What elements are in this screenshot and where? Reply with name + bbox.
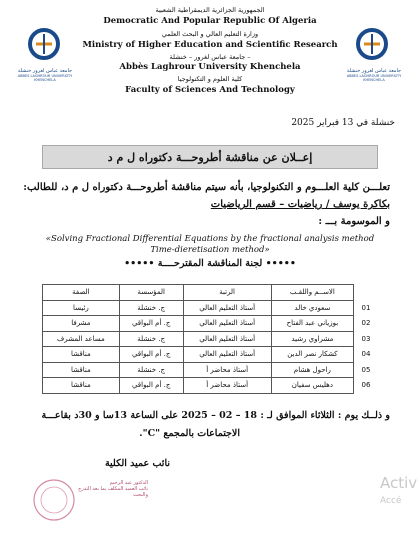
row-rank: أستاذ محاضر أ	[183, 362, 271, 378]
university-logo-right	[350, 26, 398, 74]
vice-dean-label: نائب عميد الكلية	[104, 458, 170, 469]
header-university-en: Abbès Laghrour University Khenchela	[119, 62, 301, 72]
header-republic-en: Democratic And Popular Republic Of Algeria	[103, 16, 317, 26]
row-name: مشراوي رشيد	[271, 331, 353, 347]
row-rank: أستاذ التعليم العالي	[183, 347, 271, 363]
row-rank: أستاذ التعليم العالي	[183, 331, 271, 347]
thesis-title-line-2: Time-dieretisation method»	[150, 245, 270, 255]
header-ministry-ar: وزارة التعليم العالي و البحث العلمي	[161, 30, 259, 38]
document-date: خنشلة في 13 فبراير 2025	[291, 118, 395, 128]
row-num: 05	[361, 365, 371, 374]
row-num: 03	[361, 334, 371, 343]
table-row	[43, 362, 379, 378]
row-role: مساعد المشرف	[43, 331, 120, 347]
university-logo-left	[22, 26, 70, 74]
row-institution: ج. خنشلة	[119, 362, 183, 378]
row-num: 01	[361, 303, 371, 312]
row-num: 06	[361, 381, 371, 390]
header-num	[354, 285, 379, 301]
table-row	[43, 300, 379, 316]
body-line-1: تعلـــن كلية العلـــوم و التكنولوجيا، بأنه سيتم مناقشة أطروحـــة دكتوراه ل م د، للطالب:	[23, 182, 390, 193]
row-name: بوزياني عبد الفتاح	[271, 316, 353, 332]
announcement-title-box	[42, 145, 378, 169]
stamp-line-1: الدكتور عبد الرحيم	[109, 480, 148, 486]
announcement-title: إعــلان عن مناقشة أطروحـــة دكتوراه ل م د	[107, 150, 313, 164]
row-role: رئيسا	[43, 300, 120, 316]
activation-watermark-sub: Accé	[380, 496, 402, 506]
table-header-row	[43, 285, 379, 301]
header-republic-ar: الجمهورية الجزائرية الديمقراطية الشعبية	[155, 6, 265, 14]
row-institution: ج. أم البواقي	[119, 347, 183, 363]
table-row	[43, 316, 379, 332]
official-stamp	[28, 474, 148, 524]
table-row	[43, 378, 379, 394]
table-row	[43, 331, 379, 347]
row-institution: ج. أم البواقي	[119, 316, 183, 332]
student-name: بكاكرة يوسف / رياضيات – قسم الرياضيات	[210, 199, 390, 210]
header-name: الاســم واللقـب	[271, 285, 353, 301]
row-role: مناقشا	[43, 347, 120, 363]
stamp-line-2: نائب العميد المكلف بما بعد التدرج والبحث	[78, 486, 148, 498]
row-rank: أستاذ التعليم العالي	[183, 300, 271, 316]
header-faculty-ar: كلية العلوم و التكنولوجيا	[177, 75, 243, 83]
committee-title: ••••• لجنة المناقشة المقترحــــة •••••	[124, 258, 296, 269]
row-name: كشكار نصر الدين	[271, 347, 353, 363]
header-university-ar: جامعة عباس لغرور – خنشلة –	[169, 53, 251, 61]
row-institution: ج. خنشلة	[119, 331, 183, 347]
logo-left-text: جامعة عباس لغرور خنشلة ABBES LAGHROUR UNIVERSITY KHENCHELA	[17, 68, 73, 82]
row-num: 04	[361, 350, 371, 359]
committee-table	[42, 284, 378, 394]
table-row	[43, 347, 379, 363]
row-role: مناقشا	[43, 362, 120, 378]
row-institution: ج. أم البواقي	[119, 378, 183, 394]
defense-date-line: و ذلــك يوم : الثلاثاء الموافق لـ : 18 – 02 – 2025 على الساعة 13سا و 30د بقاعـــة	[41, 410, 390, 421]
row-name: سعودي خالد	[271, 300, 353, 316]
header-faculty-en: Faculty of Sciences And Technology	[125, 85, 295, 95]
row-name: دهليس سفيان	[271, 378, 353, 394]
row-rank: أستاذ محاضر أ	[183, 378, 271, 394]
defense-location-line: الاجتماعات بالمجمع "C".	[139, 428, 240, 439]
row-institution: ج. خنشلة	[119, 300, 183, 316]
logo-right-text: جامعة عباس لغرور خنشلة ABBES LAGHROUR UNIVERSITY KHENCHELA	[346, 68, 402, 82]
row-num: 02	[361, 319, 371, 328]
header-rank: الرتبة	[183, 285, 271, 301]
header-role: الصفة	[43, 285, 120, 301]
header-ministry-en: Ministry of Higher Education and Scientific Research	[82, 40, 338, 50]
row-role: مناقشا	[43, 378, 120, 394]
row-name: راحول هشام	[271, 362, 353, 378]
row-rank: أستاذ التعليم العالي	[183, 316, 271, 332]
activation-watermark: Activ	[380, 474, 418, 492]
thesis-title-line-1: «Solving Fractional Differential Equations by the fractional analysis method	[45, 234, 375, 244]
row-role: مشرفا	[43, 316, 120, 332]
body-line-3: و الموسومة بـــ :	[318, 216, 390, 227]
header-institution: المؤسسة	[119, 285, 183, 301]
